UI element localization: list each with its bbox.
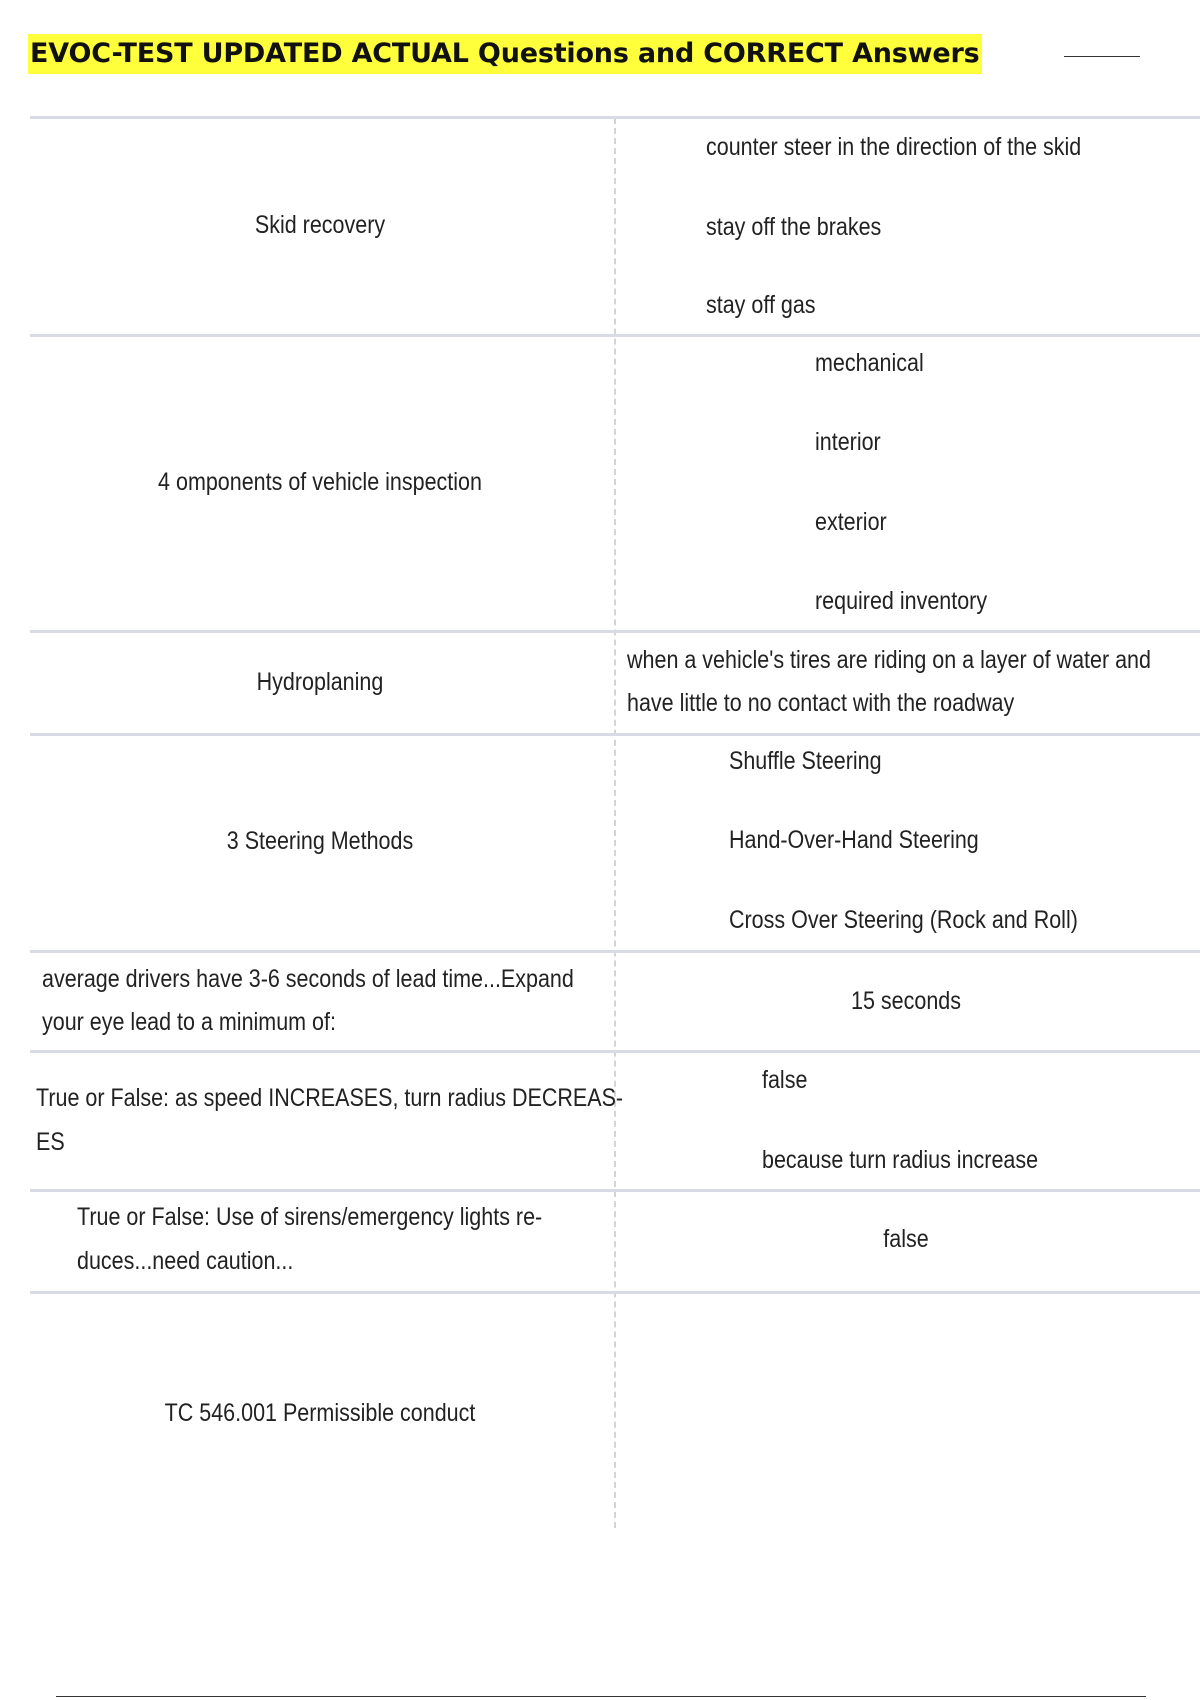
row-divider (30, 950, 1200, 953)
row-divider (30, 1050, 1200, 1053)
definition-line: Shuffle Steering (729, 747, 882, 775)
column-divider (614, 118, 616, 1528)
definition-line: false (883, 1225, 929, 1253)
definition-line: when a vehicle's tires are riding on a layer of water and (627, 646, 1151, 674)
row-divider (30, 334, 1200, 337)
row-divider (30, 1189, 1200, 1192)
title-rule (1064, 56, 1140, 57)
definition-line: 15 seconds (851, 987, 961, 1015)
definition-line: Cross Over Steering (Rock and Roll) (729, 906, 1078, 934)
definition-line: because turn radius increase (762, 1146, 1039, 1174)
term-cell: Skid recovery (254, 211, 386, 239)
term-line: duces...need caution... (77, 1247, 294, 1275)
row-divider (30, 116, 1200, 119)
term-cell: Hydroplaning (256, 668, 384, 696)
definition-line: exterior (815, 508, 887, 536)
document-title: EVOC-TEST UPDATED ACTUAL Questions and CORRECT Answers (28, 34, 982, 74)
term-line: your eye lead to a minimum of: (42, 1008, 336, 1036)
definition-line: Hand-Over-Hand Steering (729, 826, 979, 854)
term-line: ES (36, 1128, 65, 1156)
term-cell: 4 omponents of vehicle inspection (158, 468, 482, 496)
definition-line: stay off gas (706, 291, 816, 319)
definition-line: have little to no contact with the roadway (627, 689, 1015, 717)
definition-line: mechanical (815, 349, 924, 377)
definition-line: false (762, 1066, 808, 1094)
footer-rule (56, 1696, 1146, 1697)
row-divider (30, 1291, 1200, 1294)
definition-line: interior (815, 428, 881, 456)
term-cell: 3 Steering Methods (226, 827, 414, 855)
term-line: True or False: Use of sirens/emergency lights re- (77, 1203, 543, 1231)
definition-line: stay off the brakes (706, 213, 882, 241)
definition-line: required inventory (815, 587, 988, 615)
term-cell: TC 546.001 Permissible conduct (164, 1399, 476, 1427)
row-divider (30, 733, 1200, 736)
row-divider (30, 630, 1200, 633)
term-line: average drivers have 3-6 seconds of lead time...Expand (42, 965, 574, 993)
term-line: True or False: as speed INCREASES, turn radius DECREAS- (36, 1084, 624, 1112)
definition-line: counter steer in the direction of the skid (706, 133, 1082, 161)
